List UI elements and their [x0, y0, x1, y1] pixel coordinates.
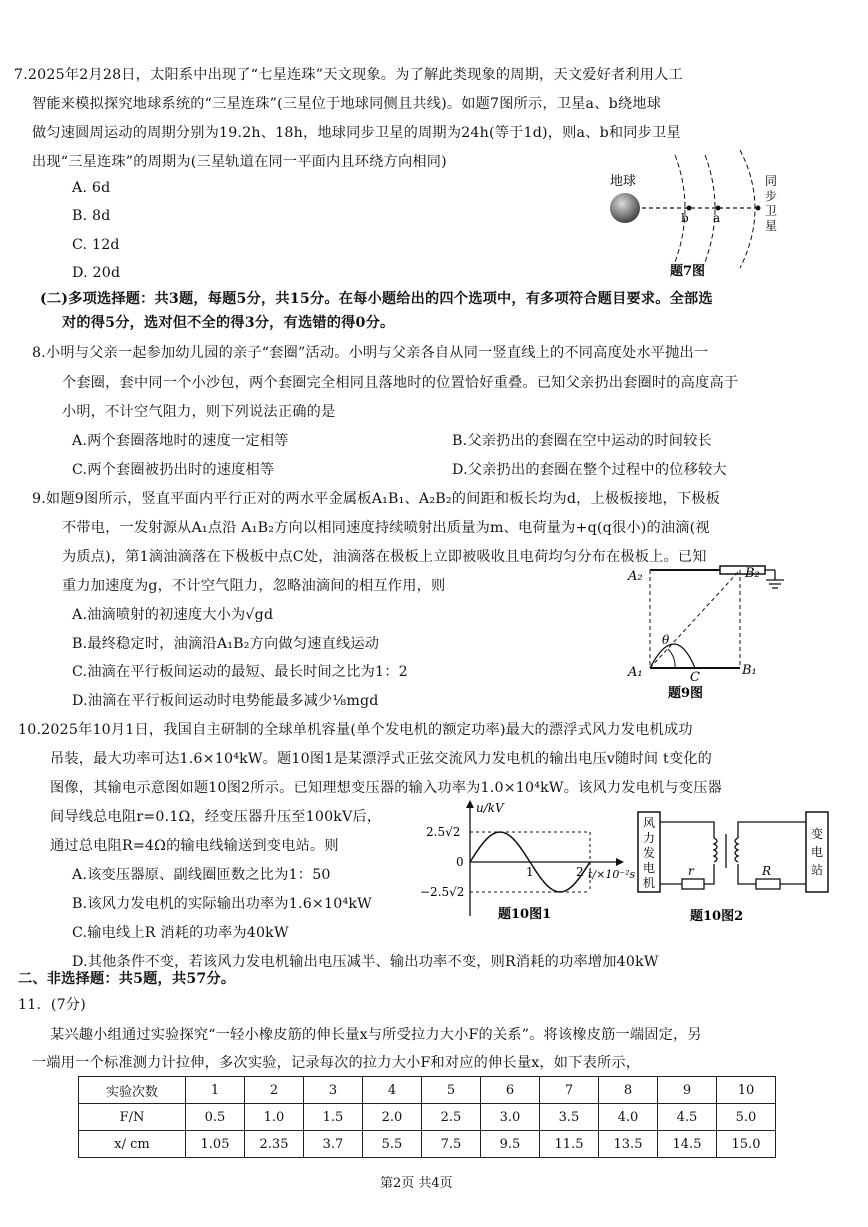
label-b2: B₂ [745, 566, 760, 581]
figure-7 [600, 150, 800, 280]
q8-option-b: B.父亲扔出的套圈在空中运动的时间较长 [452, 433, 712, 449]
x-label: t/×10⁻²s [588, 868, 636, 881]
secondary-coil [735, 838, 738, 862]
table-cell: 4.5 [658, 1104, 717, 1131]
table-cell: 9.5 [481, 1131, 540, 1158]
table-row-force [79, 1104, 776, 1131]
table-cell: 6 [481, 1077, 540, 1104]
q11-line-1: 某兴趣小组通过实验探究“一轻小橡皮筋的伸长量x与所受拉力大小F的关系”。将该橡皮筋一端固定，另 [50, 1027, 702, 1043]
table-cell: 5.5 [363, 1131, 422, 1158]
q8-option-a: A.两个套圈落地时的速度一定相等 [72, 433, 289, 449]
orbit-sync [740, 150, 755, 268]
angle-arc [668, 649, 675, 668]
q7-option-a: A. 6d [72, 180, 111, 196]
q8-option-d: D.父亲扔出的套圈在整个过程中的位移较大 [452, 462, 727, 478]
row-header-trials: 实验次数 [79, 1077, 186, 1104]
q10-line-3: 图像，其输电示意图如题10图2所示。已知理想变压器的输入功率为1.0×10⁴kW。该风力发电机与变压器 [50, 780, 722, 796]
x-tick-1: 1 [526, 865, 534, 879]
resistor-R [756, 879, 780, 889]
section2-line-2: 对的得5分，选对但不全的得3分，有选错的得0分。 [62, 315, 395, 331]
q11-header: 11．(7分) [18, 997, 86, 1013]
q10-line-5: 通过总电阻R=4Ω的输电线输送到变电站。则 [50, 838, 339, 854]
label-R: R [762, 864, 772, 878]
table-cell: 2.5 [422, 1104, 481, 1131]
y-tick-zero: 0 [456, 855, 464, 869]
resistor-r [682, 879, 704, 889]
q7-option-b: B. 8d [72, 208, 111, 224]
table-cell: 3.5 [540, 1104, 599, 1131]
gen-char-4: 电 [643, 861, 656, 875]
q7-line-4: 出现“三星连珠”的周期为(三星轨道在同一平面内且环绕方向相同) [32, 154, 447, 170]
table-cell: 4 [363, 1077, 422, 1104]
table-cell: 1.05 [186, 1131, 245, 1158]
table-cell: 1.5 [304, 1104, 363, 1131]
sync-label-3: 卫 [765, 204, 778, 218]
gen-char-5: 机 [643, 876, 656, 890]
table-cell: 5 [422, 1077, 481, 1104]
q8-line-2: 个套圈，套中同一个小沙包，两个套圈完全相同且落地时的位置恰好重叠。已知父亲扔出套圈时的高度高于 [62, 375, 739, 391]
q7-option-c: C. 12d [72, 237, 120, 253]
q10-line-1: 10.2025年10月1日，我国自主研制的全球单机容量(单个发电机的额定功率)最大的漂浮式风力发电机成功 [18, 722, 693, 738]
table-cell: 7 [540, 1077, 599, 1104]
table-cell: 3.7 [304, 1131, 363, 1158]
table-cell: 14.5 [658, 1131, 717, 1158]
table-cell: 1.0 [245, 1104, 304, 1131]
q10-line-2: 吊装，最大功率可达1.6×10⁴kW。题10图1是某漂浮式正弦交流风力发电机的输出电压v随时间 t变化的 [50, 751, 713, 767]
sync-label-2: 步 [765, 189, 778, 203]
gen-char-3: 发 [643, 846, 656, 860]
row-header-extension: x/ cm [79, 1131, 186, 1158]
gen-char-1: 风 [643, 816, 656, 830]
q10-option-c: C.输电线上R 消耗的功率为40kW [72, 925, 289, 941]
figure-9 [620, 560, 790, 700]
q10-option-a: A.该变压器原、副线圈匝数之比为1：50 [72, 867, 331, 883]
table-cell: 1 [186, 1077, 245, 1104]
label-b1: B₁ [742, 663, 757, 678]
table-cell: 2.0 [363, 1104, 422, 1131]
station-char-3: 站 [811, 863, 824, 877]
sync-satellite-dot [756, 206, 761, 211]
section2-line-1: (二)多项选择题：共3题，每题5分，共15分。在每小题给出的四个选项中，有多项符合题目要求。全部选 [40, 291, 713, 307]
table-cell: 8 [599, 1077, 658, 1104]
table-row-trials [79, 1077, 776, 1104]
station-char-1: 变 [811, 827, 824, 841]
q10-line-4: 间导线总电阻r=0.1Ω，经变压器升压至100kV后， [50, 809, 382, 825]
table-cell: 13.5 [599, 1131, 658, 1158]
table-cell: 4.0 [599, 1104, 658, 1131]
q8-option-c: C.两个套圈被扔出时的速度相等 [72, 462, 275, 478]
primary-coil [714, 838, 717, 862]
q9-line-1: 9.如题9图所示，竖直平面内平行正对的两水平金属板A₁B₁、A₂B₂的间距和板长均为d，上极板接地，下极板 [32, 491, 721, 507]
satellite-a-dot [716, 206, 721, 211]
q10-option-b: B.该风力发电机的实际输出功率为1.6×10⁴kW [72, 896, 372, 912]
q7-line-1: 7.2025年2月28日，太阳系中出现了“七星连珠”天文现象。为了解此类现象的周期，天文爱好者利用人工 [14, 67, 683, 83]
label-c: C [690, 670, 700, 685]
table-cell: 10 [717, 1077, 776, 1104]
q11-line-2: 一端用一个标准测力计拉伸，多次实验，记录每次的拉力大小F和对应的伸长量x，如下表所示， [32, 1055, 641, 1071]
q10-option-d: D.其他条件不变，若该风力发电机输出电压减半、输出功率不变，则R消耗的功率增加40kW [72, 954, 659, 970]
q7-line-3: 做匀速圆周运动的周期分别为19.2h、18h，地球同步卫星的周期为24h(等于1d)，则a、b和同步卫星 [32, 125, 681, 141]
label-a1: A₁ [628, 665, 643, 680]
q9-option-d: D.油滴在平行板间运动时电势能最多减少⅛mgd [72, 693, 379, 709]
q9-option-a: A.油滴喷射的初速度大小为√gd [72, 607, 274, 623]
figure-10-1-caption: 题10图1 [498, 907, 552, 922]
y-tick-bottom: −2.5√2 [420, 885, 465, 899]
diagonal-dashed [650, 570, 740, 668]
y-label: u/kV [476, 801, 504, 815]
table-cell: 0.5 [186, 1104, 245, 1131]
label-a2: A₂ [628, 569, 643, 584]
row-header-force: F/N [79, 1104, 186, 1131]
table-cell: 3.0 [481, 1104, 540, 1131]
earth-icon [610, 193, 640, 223]
label-theta: θ [662, 633, 670, 647]
figure-10-2 [634, 808, 834, 926]
label-r: r [688, 864, 694, 878]
sync-label-4: 星 [765, 219, 778, 233]
x-tick-2: 2 [576, 865, 584, 879]
table-cell: 5.0 [717, 1104, 776, 1131]
page-footer: 第2页 共4页 [380, 1176, 453, 1191]
q9-line-3: 为质点)，第1滴油滴落在下极板中点C处，油滴落在极板上立即被吸收且电荷均匀分布在极板上。已知 [62, 549, 707, 565]
q9-option-c: C.油滴在平行板间运动的最短、最长时间之比为1：2 [72, 664, 408, 680]
q9-line-2: 不带电，一发射源从A₁点沿 A₁B₂方向以相同速度持续喷射出质量为m、电荷量为+q(q很小)的油滴(视 [62, 520, 710, 536]
figure-7-caption: 题7图 [670, 264, 706, 279]
label-b: b [681, 211, 689, 225]
satellite-b-dot [687, 206, 692, 211]
q7-line-2: 智能来模拟探究地球系统的“三星连珠”(三星位于地球同侧且共线)。如题7图所示，卫星a、b绕地球 [32, 96, 662, 112]
table-row-extension [79, 1131, 776, 1158]
earth-label: 地球 [610, 174, 637, 189]
q8-line-3: 小明，不计空气阻力，则下列说法正确的是 [62, 404, 336, 420]
q9-line-4: 重力加速度为g，不计空气阻力，忽略油滴间的相互作用，则 [62, 578, 446, 594]
y-tick-top: 2.5√2 [426, 825, 461, 839]
q8-line-1: 8.小明与父亲一起参加幼儿园的亲子“套圈”活动。小明与父亲各自从同一竖直线上的不同高度处水平抛出一 [32, 345, 709, 361]
figure-10-2-caption: 题10图2 [690, 909, 744, 924]
label-a: a [713, 211, 721, 225]
table-cell: 11.5 [540, 1131, 599, 1158]
table-cell: 2 [245, 1077, 304, 1104]
part2-title: 二、非选择题：共5题，共57分。 [18, 971, 236, 987]
q9-option-b: B.最终稳定时，油滴沿A₁B₂方向做匀速直线运动 [72, 636, 380, 652]
table-cell: 3 [304, 1077, 363, 1104]
table-cell: 7.5 [422, 1131, 481, 1158]
sync-label-1: 同 [765, 174, 778, 188]
gen-char-2: 力 [643, 831, 656, 845]
figure-9-caption: 题9图 [668, 686, 704, 701]
q11-data-table [78, 1076, 776, 1158]
table-cell: 15.0 [717, 1131, 776, 1158]
q7-option-d: D. 20d [72, 265, 121, 281]
table-cell: 2.35 [245, 1131, 304, 1158]
table-cell: 9 [658, 1077, 717, 1104]
station-char-2: 电 [811, 845, 824, 859]
figure-10-1 [420, 796, 636, 926]
